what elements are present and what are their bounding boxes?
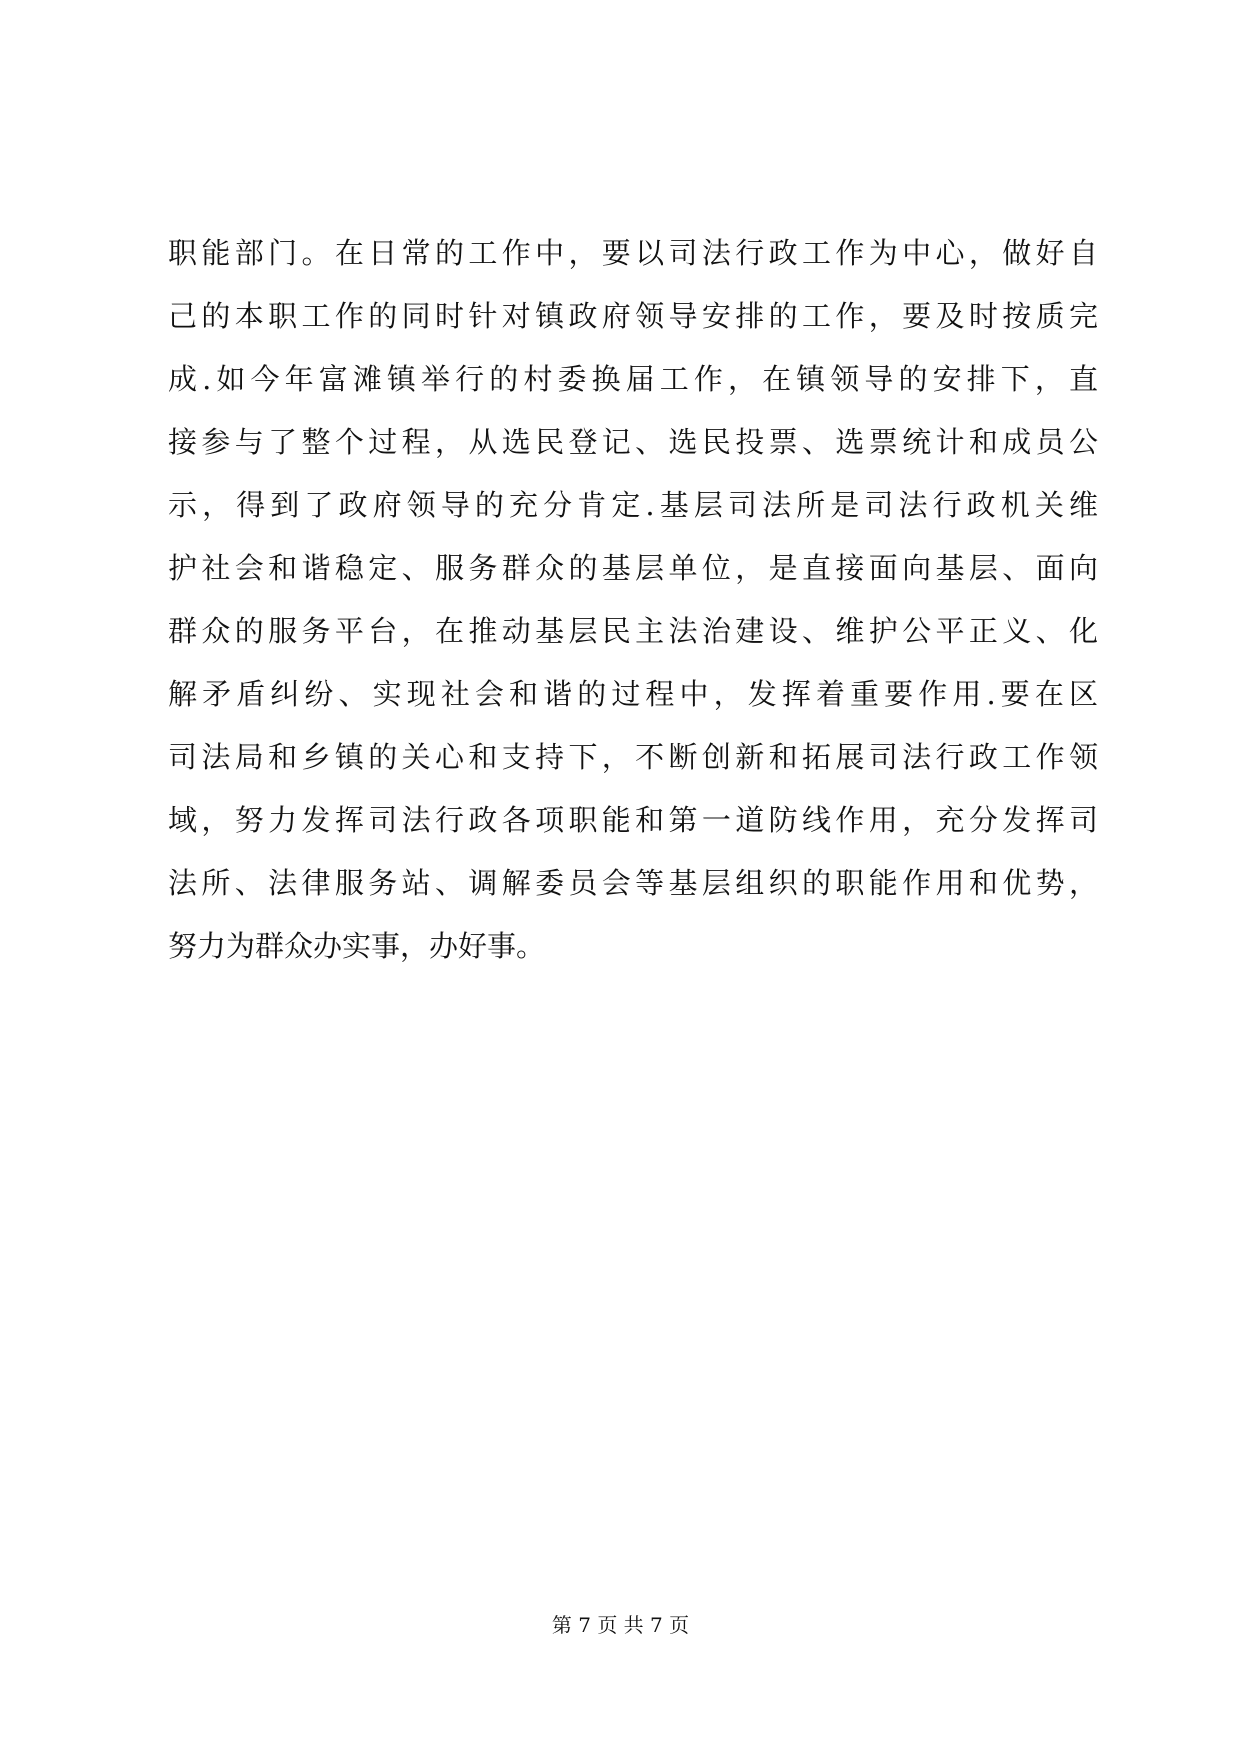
text-line: 司法局和乡镇的关心和支持下，不断创新和拓展司法行政工作领 [168,740,1098,774]
page-footer: 第 7 页 共 7 页 [551,1613,690,1637]
text-line: 示，得到了政府领导的充分肯定.基层司法所是司法行政机关维 [168,488,1098,522]
text-line: 努力为群众办实事，办好事。 [168,929,546,963]
text-line: 成.如今年富滩镇举行的村委换届工作，在镇领导的安排下，直 [168,362,1098,396]
text-line: 法所、法律服务站、调解委员会等基层组织的职能作用和优势， [168,866,1098,900]
text-line: 接参与了整个过程，从选民登记、选民投票、选票统计和成员公 [168,425,1098,459]
text-line: 己的本职工作的同时针对镇政府领导安排的工作，要及时按质完 [168,299,1098,333]
text-line: 解矛盾纠纷、实现社会和谐的过程中，发挥着重要作用.要在区 [168,677,1098,711]
text-line: 域，努力发挥司法行政各项职能和第一道防线作用，充分发挥司 [168,803,1098,837]
body-paragraph [168,222,1098,978]
text-line: 职能部门。在日常的工作中，要以司法行政工作为中心，做好自 [168,236,1098,270]
text-line: 护社会和谐稳定、服务群众的基层单位，是直接面向基层、面向 [168,551,1098,585]
text-line: 群众的服务平台，在推动基层民主法治建设、维护公平正义、化 [168,614,1098,648]
